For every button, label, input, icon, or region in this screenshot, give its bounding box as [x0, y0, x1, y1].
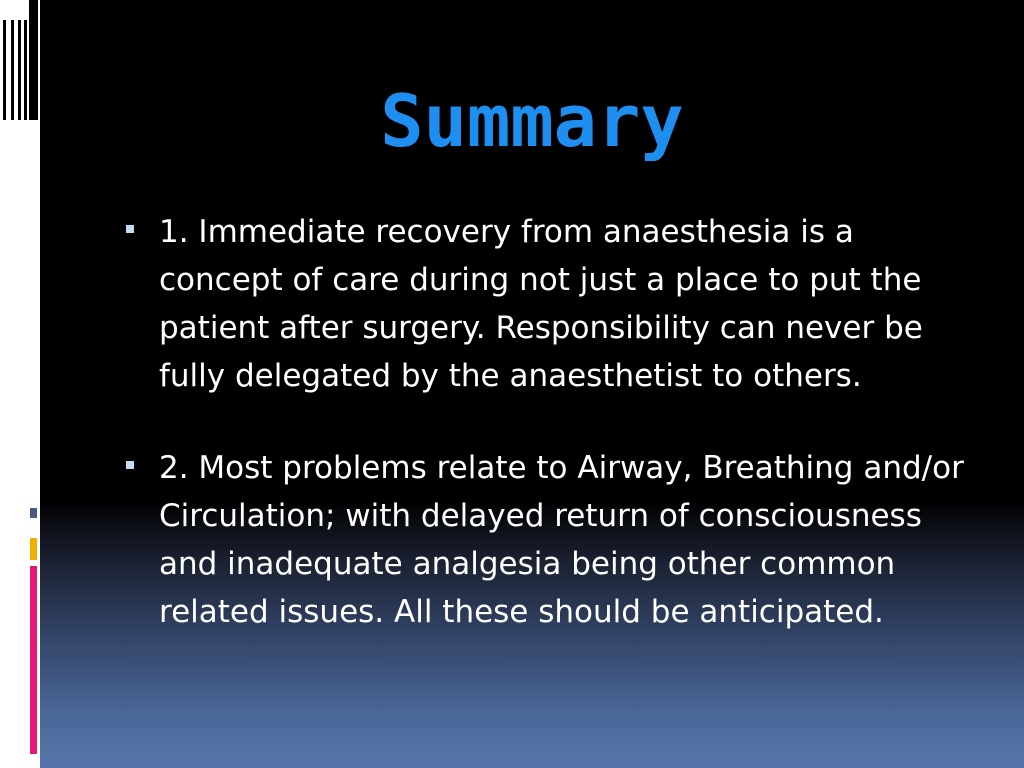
bullet-item — [124, 208, 984, 400]
accent-bar-gray — [30, 508, 37, 518]
square-bullet-icon — [126, 461, 134, 469]
slide-title: Summary — [380, 79, 684, 163]
bullet-list — [124, 208, 984, 680]
decorative-vertical-lines — [3, 20, 37, 120]
square-bullet-icon — [126, 225, 134, 233]
accent-bar-pink — [30, 566, 37, 754]
accent-bar-gold — [30, 538, 37, 560]
bullet-text: 2. Most problems relate to Airway, Breathing and/or Circulation; with delayed return of consciousness and inadequate analgesia being other common related issues. All these should be anticipated. — [159, 450, 964, 630]
bullet-item — [124, 444, 984, 636]
bullet-text: 1. Immediate recovery from anaesthesia is a concept of care during not just a place to put the patient after surgery. Responsibility can never be fully delegated by the anaesthetist to others. — [159, 214, 923, 394]
